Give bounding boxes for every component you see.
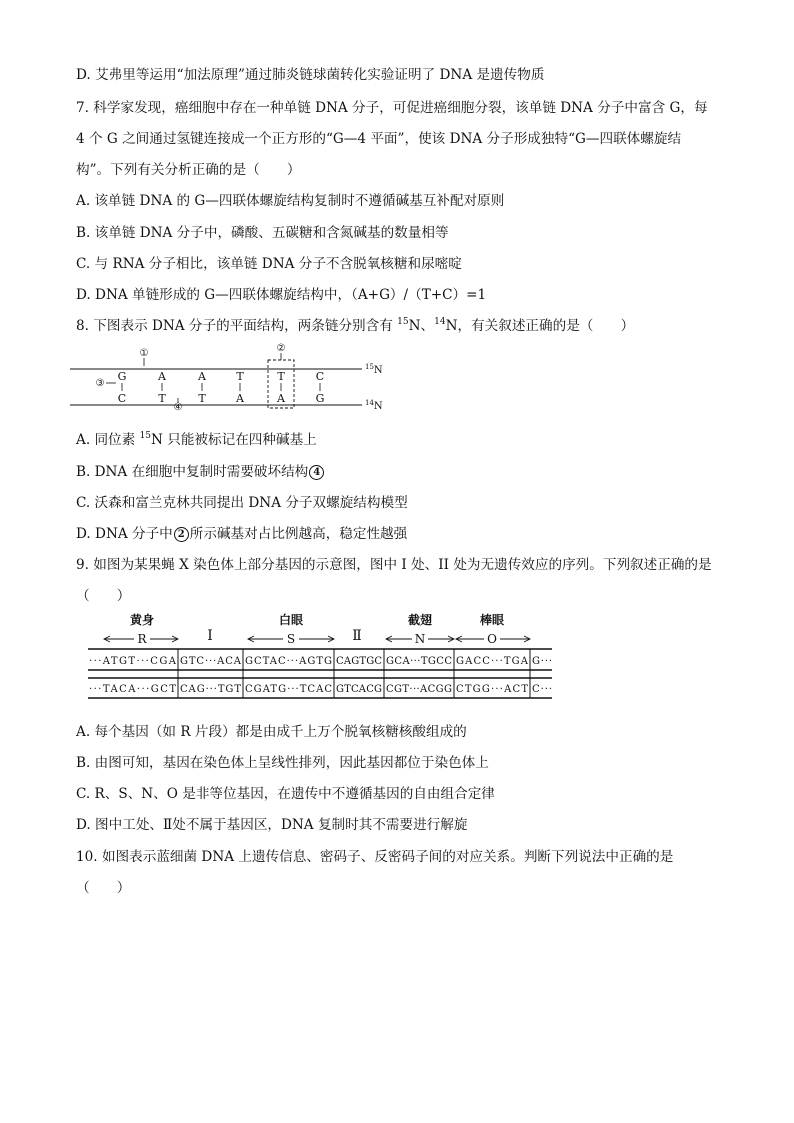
- top-seq: CAGTGC: [336, 656, 382, 667]
- q7-stem-line-1: 7. 科学家发现，癌细胞中存在一种单链 DNA 分子，可促进癌细胞分裂，该单链 DNA 分子中富含 G，每: [76, 100, 708, 116]
- top-base: T: [236, 370, 244, 383]
- gene-name: 截翅: [407, 613, 433, 627]
- q8-option-c: C. 沃森和富兰克林共同提出 DNA 分子双螺旋结构模型: [76, 495, 408, 511]
- q9-option-b: B. 由图可知，基因在染色体上呈线性排列，因此基因都位于染色体上: [76, 755, 489, 771]
- q9-option-a: A. 每个基因（如 R 片段）都是由成千上万个脱氧核糖核酸组成的: [76, 724, 467, 740]
- top-base: C: [315, 370, 325, 383]
- top-base: T: [277, 370, 285, 383]
- gene-letter: N: [414, 632, 426, 646]
- q7-option-d: D. DNA 单链形成的 G—四联体螺旋结构中，（A+G）/（T+C）=1: [76, 287, 487, 303]
- q9-stem-line-1: 9. 如图为某果蝇 X 染色体上部分基因的示意图，图中 I 处、II 处为无遗传效应的序列。下列叙述正确的是: [76, 557, 712, 573]
- bottom-base: T: [198, 392, 206, 405]
- top-seq: GACC···TGA: [456, 656, 528, 667]
- circled-2-mark: 2: [174, 527, 189, 542]
- top-seq: GCA···TGCC: [386, 656, 452, 667]
- bottom-seq: CAG···TGT: [180, 684, 241, 695]
- q7-option-b: B. 该单链 DNA 分子中，磷酸、五碳糖和含氮碱基的数量相等: [76, 225, 449, 241]
- q7-stem-line-3: 构”。下列有关分析正确的是（ ）: [76, 162, 301, 178]
- top-seq: GTC···ACA: [180, 656, 241, 667]
- q8-option-a: A. 同位素 $^{15}$N 只能被标记在四种碱基上: [76, 431, 317, 448]
- mark-3: ③: [95, 378, 105, 389]
- top-base: A: [198, 370, 206, 383]
- gene-letter: O: [487, 632, 497, 646]
- bottom-base: G: [315, 392, 325, 405]
- gene-letter: R: [137, 632, 147, 646]
- q10-stem-line-2: （ ）: [76, 880, 131, 896]
- q9-option-c: C. R、S、N、O 是非等位基因，在遗传中不遵循基因的自由组合定律: [76, 786, 495, 802]
- top-seq: GCTAC···AGTG: [245, 656, 332, 667]
- gene-name: 黄身: [129, 613, 155, 627]
- bottom-chain-label: $^{14}$N: [365, 399, 383, 412]
- circled-4-mark: 4: [309, 465, 324, 480]
- region-I-label: I: [207, 628, 213, 644]
- q8-option-d: D. DNA 分子中 2 所示碱基对占比例越高，稳定性越强: [76, 526, 408, 542]
- q7-stem-line-2: 4 个 G 之间通过氢键连接成一个正方形的“G—4 平面”，使该 DNA 分子形成独特“G—四联体螺旋结: [76, 131, 682, 147]
- gene-name: 棒眼: [479, 613, 505, 627]
- bottom-seq: ···TACA···GCT: [89, 684, 176, 695]
- top-base: A: [158, 370, 166, 383]
- q9-option-d: D. 图中工处、Ⅱ处不属于基因区，DNA 复制时其不需要进行解旋: [76, 817, 468, 833]
- top-seq: G···: [532, 656, 552, 667]
- dna-plane-structure-figure: [70, 340, 390, 412]
- q9-stem-line-2: （ ）: [76, 588, 131, 604]
- bottom-seq: CTGG···ACT: [456, 684, 528, 695]
- top-seq: ···ATGT···CGA: [89, 656, 176, 667]
- mark-1: ①: [139, 348, 149, 359]
- top-chain-label: $^{15}$N: [365, 363, 383, 376]
- q7-option-a: A. 该单链 DNA 的 G—四联体螺旋结构复制时不遵循碱基互补配对原则: [76, 193, 505, 209]
- gene-letter: S: [286, 632, 296, 646]
- bottom-seq: C···: [532, 684, 552, 695]
- bottom-base: A: [236, 392, 244, 405]
- bottom-seq: GTCACG: [336, 684, 382, 695]
- mark-4: ④: [173, 402, 183, 412]
- bottom-seq: CGT···ACGG: [386, 684, 452, 695]
- bottom-base: A: [277, 392, 285, 405]
- bottom-seq: CGATG···TCAC: [245, 684, 332, 695]
- q8-stem: 8. 下图表示 DNA 分子的平面结构，两条链分别含有 $^{15}$N、$^{14}$N，有关叙述正确的是（ ）: [76, 317, 635, 334]
- q10-stem-line-1: 10. 如图表示蓝细菌 DNA 上遗传信息、密码子、反密码子间的对应关系。判断下列说法中正确的是: [76, 849, 674, 865]
- mark-2: ②: [276, 343, 286, 354]
- bottom-base: C: [117, 392, 127, 405]
- gene-name: 白眼: [278, 613, 304, 627]
- q7-option-c: C. 与 RNA 分子相比，该单链 DNA 分子不含脱氧核糖和尿嘧啶: [76, 256, 462, 272]
- bottom-base: T: [158, 392, 166, 405]
- x-chromosome-gene-figure: [86, 610, 556, 705]
- region-II-label: Ⅱ: [352, 628, 362, 644]
- q6-option-d: D. 艾弗里等运用“加法原理”通过肺炎链球菌转化实验证明了 DNA 是遗传物质: [76, 67, 545, 83]
- top-base: G: [117, 370, 127, 383]
- q8-option-b: B. DNA 在细胞中复制时需要破坏结构 4: [76, 463, 325, 481]
